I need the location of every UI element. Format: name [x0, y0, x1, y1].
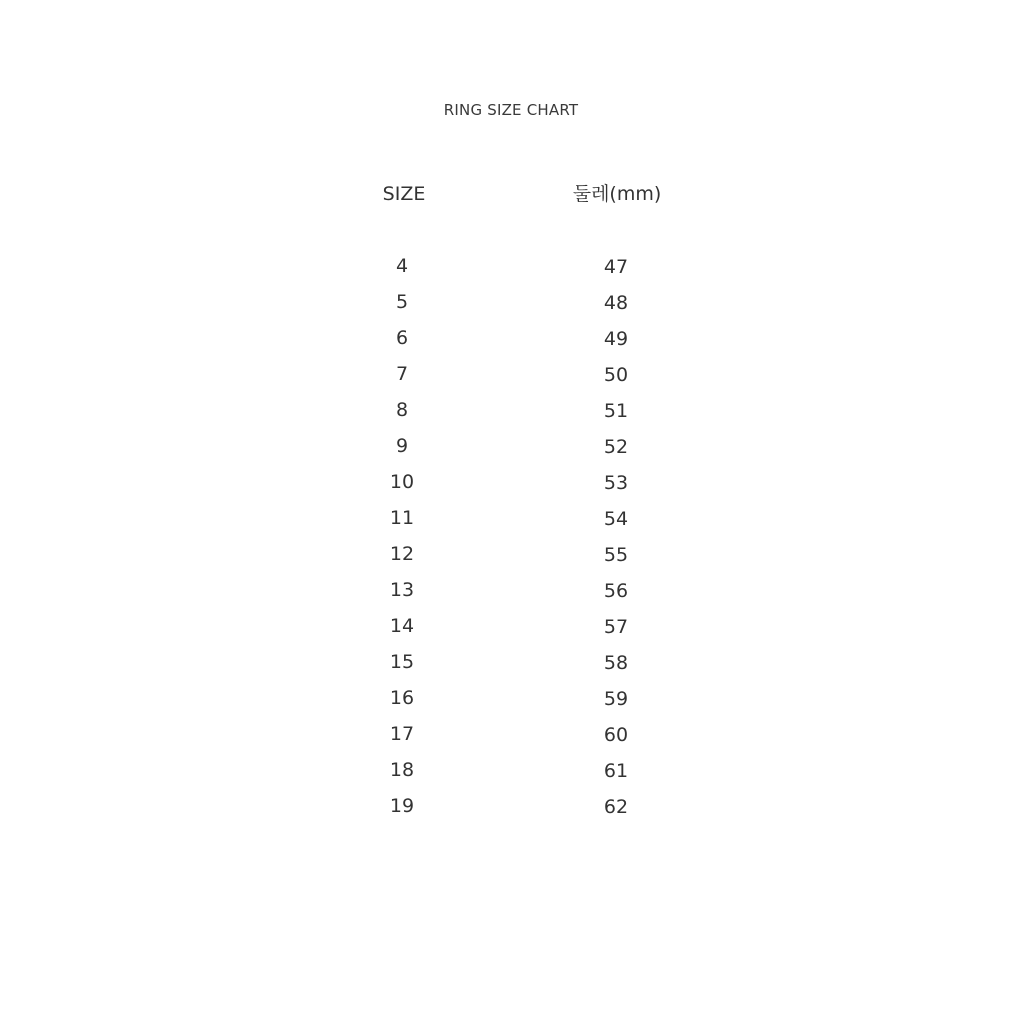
table-row	[0, 506, 1024, 542]
circumference-cell: 52	[603, 436, 629, 458]
size-cell: 10	[389, 471, 415, 493]
circumference-cell: 50	[603, 364, 629, 386]
circumference-cell: 54	[603, 508, 629, 530]
size-cell: 19	[389, 795, 415, 817]
size-table	[0, 254, 1024, 830]
table-row	[0, 686, 1024, 722]
table-row	[0, 326, 1024, 362]
table-row	[0, 758, 1024, 794]
circumference-cell: 55	[603, 544, 629, 566]
circumference-cell: 57	[603, 616, 629, 638]
table-row	[0, 722, 1024, 758]
circumference-cell: 61	[603, 760, 629, 782]
page-title: RING SIZE CHART	[443, 101, 579, 119]
size-cell: 4	[395, 255, 409, 277]
size-cell: 17	[389, 723, 415, 745]
size-cell: 12	[389, 543, 415, 565]
size-cell: 11	[389, 507, 415, 529]
table-row	[0, 542, 1024, 578]
circumference-cell: 51	[603, 400, 629, 422]
table-row	[0, 434, 1024, 470]
table-row	[0, 398, 1024, 434]
table-row	[0, 614, 1024, 650]
table-row	[0, 254, 1024, 290]
size-column-header: SIZE	[382, 183, 426, 205]
circumference-cell: 48	[603, 292, 629, 314]
circumference-cell: 53	[603, 472, 629, 494]
circumference-cell: 56	[603, 580, 629, 602]
size-cell: 5	[395, 291, 409, 313]
table-row	[0, 290, 1024, 326]
size-cell: 14	[389, 615, 415, 637]
circumference-cell: 59	[603, 688, 629, 710]
size-cell: 13	[389, 579, 415, 601]
size-cell: 8	[395, 399, 409, 421]
circumference-cell: 62	[603, 796, 629, 818]
circumference-column-header: 둘레(mm)	[572, 183, 662, 205]
table-row	[0, 650, 1024, 686]
size-cell: 9	[395, 435, 409, 457]
table-row	[0, 794, 1024, 830]
table-row	[0, 362, 1024, 398]
circumference-cell: 58	[603, 652, 629, 674]
circumference-cell: 60	[603, 724, 629, 746]
size-cell: 7	[395, 363, 409, 385]
table-row	[0, 578, 1024, 614]
size-cell: 18	[389, 759, 415, 781]
size-cell: 15	[389, 651, 415, 673]
table-row	[0, 470, 1024, 506]
circumference-cell: 47	[603, 256, 629, 278]
size-cell: 6	[395, 327, 409, 349]
circumference-cell: 49	[603, 328, 629, 350]
size-cell: 16	[389, 687, 415, 709]
